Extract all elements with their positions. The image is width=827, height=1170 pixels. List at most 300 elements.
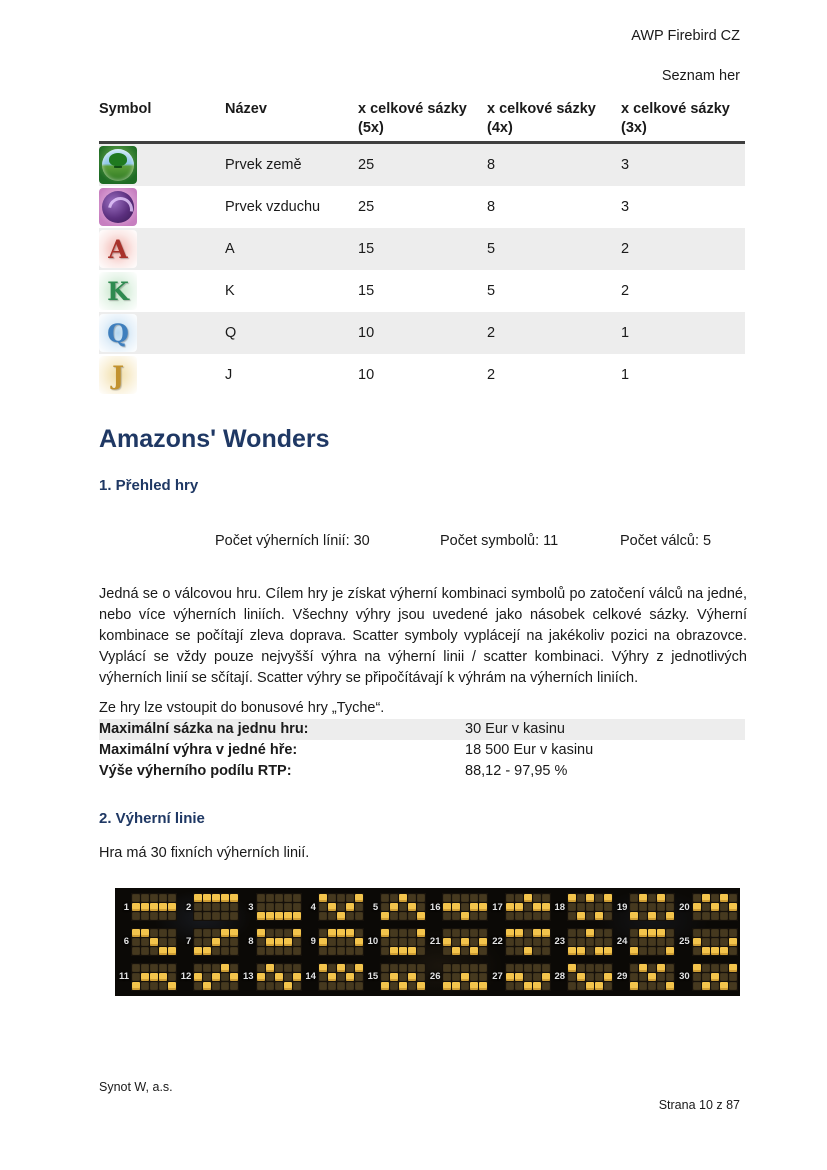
payline-active-cell [533,903,541,911]
payline-grid [131,893,177,921]
payline-number: 2 [186,901,192,913]
column-header [358,100,487,138]
payline-cell-dot [461,964,469,972]
payline-grid [567,963,613,991]
column-header-sub: (5x) [358,120,384,136]
payline-active-cell [328,973,336,981]
column-header-label: x celkové sázky [621,101,730,117]
payline-cell-dot [648,947,656,955]
table-row [99,312,745,354]
payline-cell-dot [542,938,550,946]
payline-active-cell [506,973,514,981]
payline-active-cell [452,982,460,990]
payline-cell-dot [711,938,719,946]
payline-active-cell [515,973,523,981]
payline-active-cell [203,894,211,902]
payline-cell [677,928,739,956]
payline-cell-dot [452,973,460,981]
payline-cell [677,963,739,991]
payline-cell-dot [657,982,665,990]
payline-active-cell [284,912,292,920]
payline-cell-dot [168,929,176,937]
payline-cell-dot [221,973,229,981]
payline-cell-dot [479,964,487,972]
paytable-header-row [99,100,745,144]
payline-active-cell [257,929,265,937]
payline-active-cell [346,903,354,911]
payline-active-cell [328,903,336,911]
payline-cell-dot [381,894,389,902]
payline-active-cell [693,938,701,946]
payline-cell-dot [221,947,229,955]
letter-q-symbol: Q [99,314,137,352]
payout-3x: 2 [621,283,630,299]
payline-cell-dot [266,903,274,911]
payline-active-cell [452,903,460,911]
payline-active-cell [221,929,229,937]
payline-cell-dot [132,938,140,946]
payline-active-cell [711,947,719,955]
payline-cell [614,893,676,921]
payline-active-cell [657,929,665,937]
payline-cell-dot [275,903,283,911]
payline-cell-dot [230,938,238,946]
payline-active-cell [586,929,594,937]
payline-grid [629,893,675,921]
payline-cell-dot [657,938,665,946]
symbol-cell [99,146,225,184]
payline-cell-dot [542,894,550,902]
payline-cell-dot [630,964,638,972]
payline-cell-dot [328,894,336,902]
payline-cell-dot [666,903,674,911]
footer-company: Synot W, a.s. [99,1080,173,1094]
payline-cell-dot [657,912,665,920]
payline-active-cell [150,903,158,911]
payline-cell [614,963,676,991]
payline-cell-dot [168,938,176,946]
payline-number: 7 [186,936,192,948]
payline-grid [193,893,239,921]
payline-active-cell [568,894,576,902]
payline-cell-dot [293,894,301,902]
payline-cell-dot [159,929,167,937]
payline-cell-dot [346,982,354,990]
payline-cell-dot [408,894,416,902]
payline-cell-dot [524,903,532,911]
payout-4x: 2 [487,367,496,383]
limit-row [99,740,745,761]
payline-cell-dot [524,964,532,972]
table-row [99,354,745,396]
symbol-cell [99,356,225,394]
payline-number: 19 [616,901,628,913]
payline-cell [552,893,614,921]
payline-active-cell [355,894,363,902]
payline-cell-dot [390,894,398,902]
limit-row [99,761,745,782]
payline-cell-dot [443,894,451,902]
payline-cell [178,928,240,956]
payline-active-cell [141,903,149,911]
payline-cell-dot [568,982,576,990]
payline-active-cell [221,894,229,902]
payline-cell-dot [212,964,220,972]
payline-active-cell [604,973,612,981]
payline-active-cell [666,982,674,990]
payline-cell-dot [648,964,656,972]
payline-cell-dot [443,973,451,981]
payline-active-cell [657,894,665,902]
payline-cell-dot [524,938,532,946]
payline-cell-dot [720,973,728,981]
payline-cell [303,893,365,921]
payline-cell-dot [452,929,460,937]
payline-cell-dot [168,894,176,902]
payline-number: 17 [492,901,503,913]
payline-cell-dot [666,894,674,902]
limit-value: 88,12 - 97,95 % [465,763,568,779]
payline-cell-dot [595,903,603,911]
payline-cell-dot [577,938,585,946]
payline-active-cell [355,964,363,972]
payline-number: 26 [429,971,441,983]
payline-grid [380,928,426,956]
payline-active-cell [168,903,176,911]
payline-active-cell [132,903,140,911]
payline-active-cell [648,912,656,920]
payline-cell-dot [470,894,478,902]
payline-grid [193,963,239,991]
payline-active-cell [275,973,283,981]
payline-cell-dot [702,912,710,920]
payline-cell [614,928,676,956]
payline-cell-dot [337,982,345,990]
payline-cell-dot [230,964,238,972]
payline-cell-dot [443,947,451,955]
payline-cell-dot [639,947,647,955]
payline-cell-dot [257,894,265,902]
payline-cell-dot [720,964,728,972]
payline-cell-dot [194,929,202,937]
payline-number: 14 [305,971,316,983]
payline-cell-dot [141,947,149,955]
payline-active-cell [729,964,737,972]
payline-active-cell [230,894,238,902]
payline-active-cell [390,903,398,911]
payline-cell-dot [666,973,674,981]
payline-cell-dot [452,894,460,902]
payline-cell-dot [159,912,167,920]
payline-cell-dot [506,894,514,902]
payline-cell-dot [390,938,398,946]
payline-cell-dot [293,947,301,955]
payline-active-cell [470,982,478,990]
payline-active-cell [648,973,656,981]
payline-active-cell [293,912,301,920]
payline-active-cell [212,938,220,946]
letter-a-symbol: A [99,230,137,268]
payline-active-cell [702,982,710,990]
payline-cell-dot [293,982,301,990]
payline-cell-dot [639,912,647,920]
payline-cell-dot [284,903,292,911]
payline-grid [193,928,239,956]
payline-active-cell [417,912,425,920]
payline-cell-dot [381,903,389,911]
payline-active-cell [595,982,603,990]
payline-cell-dot [381,973,389,981]
payline-cell-dot [284,964,292,972]
payline-cell [490,893,552,921]
limit-label: Výše výherního podílu RTP: [99,763,292,779]
payline-cell-dot [230,912,238,920]
payline-cell-dot [150,947,158,955]
payline-cell-dot [212,982,220,990]
payline-cell-dot [586,938,594,946]
payline-cell-dot [390,982,398,990]
payline-cell-dot [568,973,576,981]
payline-cell-dot [533,973,541,981]
payline-number: 28 [554,971,566,983]
payline-active-cell [337,929,345,937]
payline-cell-dot [515,894,523,902]
payline-cell-dot [399,912,407,920]
payline-cell-dot [595,894,603,902]
payline-active-cell [542,903,550,911]
payout-5x: 15 [358,283,375,299]
symbol-cell [99,230,225,268]
payline-cell-dot [275,929,283,937]
payline-active-cell [515,903,523,911]
paylines-image [115,888,740,996]
payline-cell-dot [408,964,416,972]
payline-cell [178,963,240,991]
payline-active-cell [702,894,710,902]
payline-cell-dot [461,929,469,937]
payline-cell-dot [346,964,354,972]
payline-active-cell [568,947,576,955]
payline-cell-dot [257,964,265,972]
symbol-cell [99,314,225,352]
payline-active-cell [159,947,167,955]
payline-cell [241,963,303,991]
payline-cell-dot [506,912,514,920]
payline-active-cell [470,903,478,911]
section1-heading: 1. Přehled hry [99,477,199,494]
game-stat: Počet válců: 5 [620,533,712,549]
payline-cell [116,928,178,956]
payline-grid [505,893,551,921]
payline-number: 12 [180,971,192,983]
payline-cell-dot [337,903,345,911]
payline-active-cell [586,982,594,990]
payline-active-cell [693,964,701,972]
payline-cell-dot [319,947,327,955]
payline-cell-dot [470,912,478,920]
payout-5x: 10 [358,367,375,383]
payline-cell-dot [702,973,710,981]
payline-cell-dot [319,982,327,990]
payline-cell-dot [711,982,719,990]
payline-cell [116,963,178,991]
payline-cell [552,963,614,991]
payline-cell-dot [711,912,719,920]
payline-cell-dot [515,912,523,920]
payline-cell-dot [266,982,274,990]
table-row [99,228,745,270]
payline-cell-dot [293,938,301,946]
table-row [99,186,745,228]
payline-cell [303,928,365,956]
payline-cell-dot [693,947,701,955]
payline-cell [677,893,739,921]
payout-3x: 1 [621,367,630,383]
payline-active-cell [577,947,585,955]
game-stats [99,533,745,553]
payline-active-cell [515,929,523,937]
payline-cell-dot [337,938,345,946]
payline-cell-dot [470,929,478,937]
payline-cell-dot [630,929,638,937]
payline-cell-dot [141,894,149,902]
payline-active-cell [257,973,265,981]
payline-cell-dot [399,964,407,972]
payline-cell-dot [257,947,265,955]
payline-cell-dot [194,982,202,990]
payline-active-cell [381,982,389,990]
table-row [99,270,745,312]
payline-active-cell [417,929,425,937]
payline-active-cell [524,982,532,990]
payline-active-cell [729,938,737,946]
payline-cell-dot [266,973,274,981]
payline-cell-dot [533,894,541,902]
payline-cell-dot [595,973,603,981]
payline-cell-dot [346,912,354,920]
payline-cell [365,893,427,921]
payline-cell-dot [720,912,728,920]
payline-active-cell [729,903,737,911]
payline-cell-dot [150,929,158,937]
payline-grid [380,893,426,921]
air-element-symbol [99,188,137,226]
payline-cell [427,893,489,921]
footer-page-number: Strana 10 z 87 [658,1098,740,1112]
payline-cell-dot [693,912,701,920]
payline-number: 3 [248,901,254,913]
payline-cell-dot [284,929,292,937]
payline-active-cell [595,912,603,920]
payline-active-cell [132,982,140,990]
payline-grid [567,928,613,956]
payline-cell-dot [648,982,656,990]
payline-cell-dot [408,929,416,937]
payline-active-cell [266,938,274,946]
payline-active-cell [168,982,176,990]
payline-cell-dot [729,973,737,981]
payline-grid [256,963,302,991]
payline-cell-dot [328,982,336,990]
payline-cell-dot [630,903,638,911]
payline-cell-dot [399,938,407,946]
payline-number: 21 [429,936,441,948]
symbol-cell [99,272,225,310]
payline-active-cell [720,894,728,902]
doc-subtitle: Seznam her [661,68,740,84]
payline-active-cell [194,973,202,981]
symbol-name: Prvek vzduchu [225,199,321,215]
payline-active-cell [702,947,710,955]
payline-cell-dot [266,894,274,902]
letter-j-symbol: J [99,356,137,394]
payline-grid [256,893,302,921]
payline-number: 23 [554,936,566,948]
payline-grid [692,928,738,956]
payline-cell-dot [630,938,638,946]
payline-active-cell [720,982,728,990]
payline-active-cell [711,973,719,981]
payline-cell-dot [524,973,532,981]
payline-cell-dot [230,947,238,955]
payline-cell-dot [159,982,167,990]
payline-cell-dot [595,929,603,937]
payline-cell-dot [693,894,701,902]
payline-cell-dot [132,964,140,972]
payline-active-cell [230,973,238,981]
payline-cell-dot [355,973,363,981]
payline-cell-dot [648,894,656,902]
payline-active-cell [150,938,158,946]
symbol-name: J [225,367,233,383]
payline-cell-dot [230,903,238,911]
payline-active-cell [524,894,532,902]
payline-cell-dot [461,947,469,955]
payline-active-cell [408,973,416,981]
payline-active-cell [630,912,638,920]
payline-cell-dot [515,964,523,972]
payline-active-cell [533,929,541,937]
payline-cell-dot [275,894,283,902]
payline-active-cell [399,894,407,902]
earth-element-symbol [99,146,137,184]
payline-active-cell [194,947,202,955]
payline-cell-dot [666,938,674,946]
doc-header [631,26,740,86]
payline-number: 8 [248,936,254,948]
payline-active-cell [417,982,425,990]
payline-active-cell [257,912,265,920]
payline-cell-dot [479,947,487,955]
payline-active-cell [275,912,283,920]
payout-5x: 15 [358,241,375,257]
payline-cell-dot [693,973,701,981]
payline-cell-dot [194,938,202,946]
payline-cell-dot [657,947,665,955]
symbol-name: A [225,241,235,257]
payline-cell-dot [417,947,425,955]
payout-5x: 25 [358,157,375,173]
payline-cell-dot [542,947,550,955]
payline-cell [490,928,552,956]
payline-number: 29 [616,971,628,983]
payline-cell-dot [159,964,167,972]
payline-active-cell [203,947,211,955]
payline-cell-dot [159,938,167,946]
doc-title: AWP Firebird CZ [631,28,740,44]
column-header-label: Symbol [99,101,152,117]
limit-row [99,719,745,740]
